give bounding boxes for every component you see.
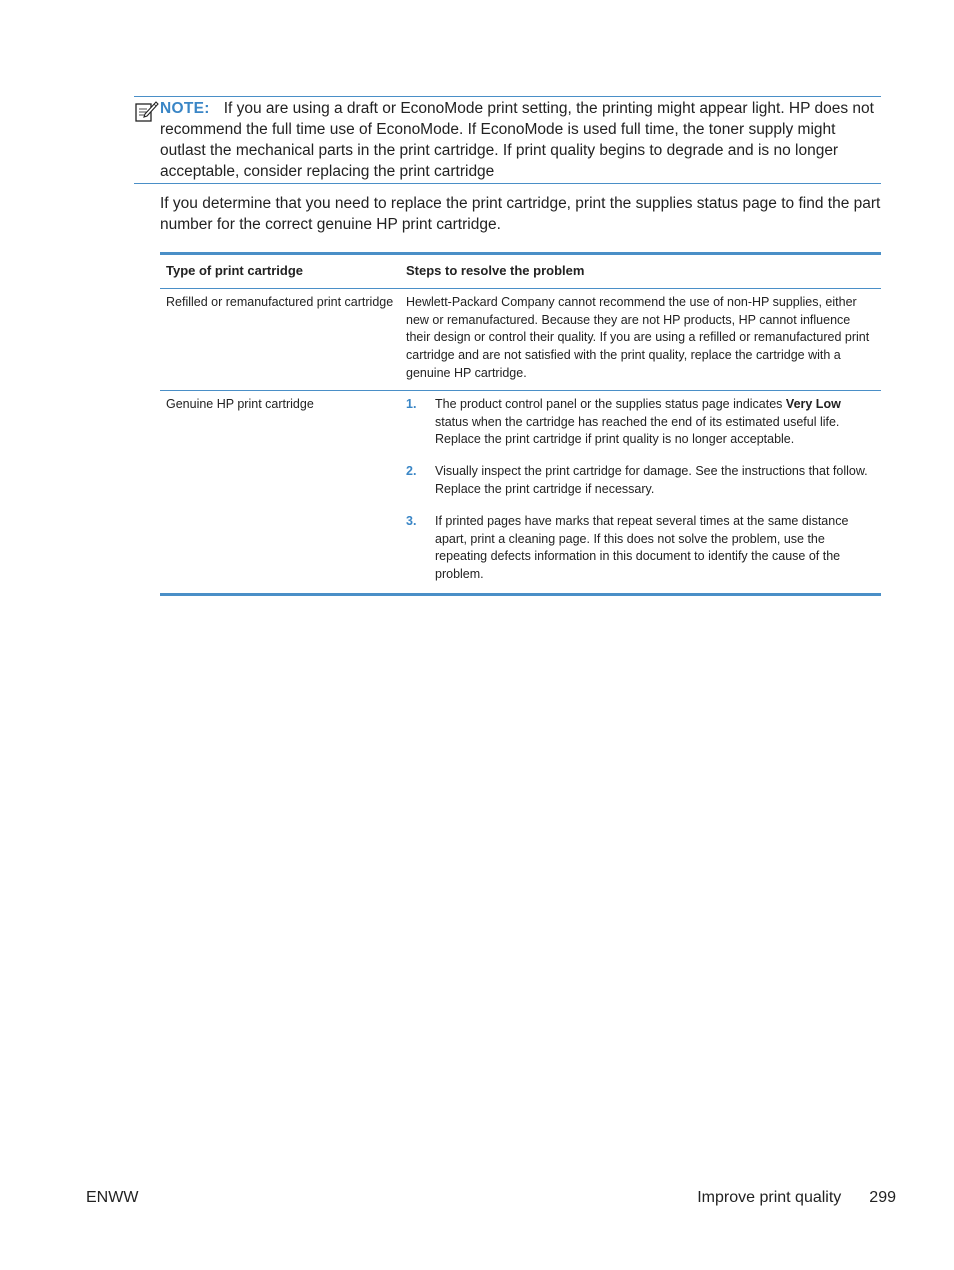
step-text: If printed pages have marks that repeat several times at the same distance apart, print a cleaning page. If this does not solve the problem, use the repeating defects information in this document to identify the cause of the problem. bbox=[435, 513, 849, 582]
cartridge-table bbox=[160, 252, 881, 596]
note-label: NOTE: bbox=[160, 100, 210, 117]
header-cartridge-type: Type of print cartridge bbox=[160, 254, 400, 289]
resolution-cell: Hewlett-Packard Company cannot recommend the use of non-HP supplies, either new or remanufactured. Because they are not HP products, HP cannot influence their design or control their quality. If you are using a refilled or remanufactured print cartridge and are not satisfied with the print quality, replace the cartridge with a genuine HP cartridge. bbox=[400, 288, 881, 390]
page-number: 299 bbox=[869, 1189, 896, 1206]
step-emphasis: Very Low bbox=[785, 396, 841, 411]
header-resolution-steps: Steps to resolve the problem bbox=[400, 254, 881, 289]
step-text: The product control panel or the supplies status page indicates bbox=[435, 396, 786, 411]
footer-section-title: Improve print quality bbox=[697, 1189, 842, 1206]
resolution-cell bbox=[400, 390, 881, 594]
table-row bbox=[160, 288, 881, 390]
step-item bbox=[406, 396, 875, 449]
step-number: 3. bbox=[406, 513, 417, 528]
step-number: 2. bbox=[406, 464, 417, 479]
footer-doc-id: ENWW bbox=[86, 1189, 139, 1206]
step-item bbox=[406, 463, 875, 499]
note-pencil-icon bbox=[134, 99, 160, 123]
step-text: Visually inspect the print cartridge for damage. See the instructions that follow. Replace the print cartridge if necessary. bbox=[435, 464, 868, 496]
note-box bbox=[134, 96, 881, 184]
table-header-row bbox=[160, 254, 881, 289]
cartridge-type-cell: Genuine HP print cartridge bbox=[166, 396, 314, 411]
step-item bbox=[406, 513, 875, 584]
cartridge-type-cell: Refilled or remanufactured print cartridge bbox=[160, 288, 400, 390]
note-text: If you are using a draft or EconoMode print setting, the printing might appear light. HP does not recommend the full time use of EconoMode. If EconoMode is used full time, the toner supply might outlast the mechanical parts in the print cartridge. If print quality begins to degrade and is no longer acceptable, consider replacing the print cartridge bbox=[160, 100, 874, 180]
steps-list bbox=[406, 396, 875, 584]
table-row bbox=[160, 390, 881, 594]
footer-right bbox=[697, 1189, 896, 1207]
step-number: 1. bbox=[406, 396, 417, 411]
intro-paragraph: If you determine that you need to replace the print cartridge, print the supplies status page to find the part number for the correct genuine HP print cartridge. bbox=[160, 195, 881, 233]
step-text: status when the cartridge has reached the end of its estimated useful life. Replace the print cartridge if print quality is no longer acceptable. bbox=[435, 414, 840, 447]
